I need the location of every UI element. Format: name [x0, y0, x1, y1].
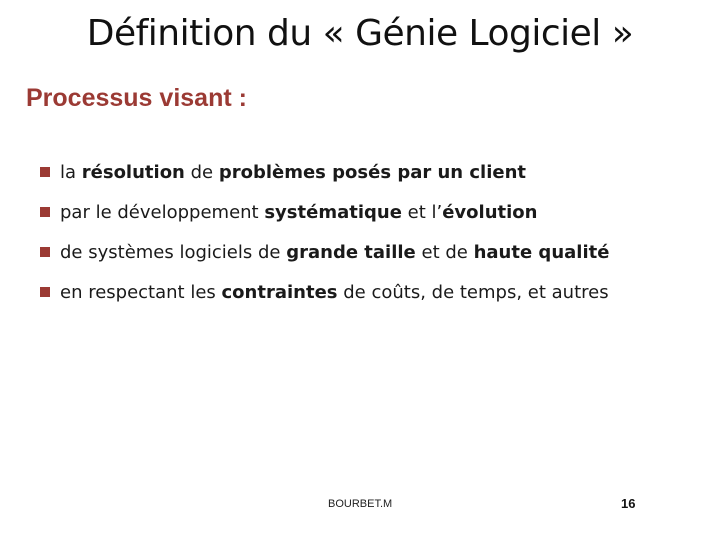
bullet-text-bold: systématique — [264, 201, 402, 223]
bullet-text-bold: évolution — [442, 201, 538, 223]
bullet-text: de — [184, 161, 219, 183]
bullet-text: et l’ — [401, 201, 443, 223]
bullet-text-bold: haute qualité — [473, 241, 610, 263]
bullet-text: et de — [415, 241, 474, 263]
section-heading: Processus visant : — [26, 84, 247, 112]
bullet-item — [40, 272, 710, 312]
bullet-text: de coûts, de temps, et autres — [337, 281, 609, 303]
bullet-text: par le développement — [60, 201, 265, 223]
bullet-text: la — [60, 161, 82, 183]
bullet-text-bold: grande taille — [286, 241, 416, 263]
square-bullet-icon — [40, 207, 50, 217]
square-bullet-icon — [40, 167, 50, 177]
bullet-text: de systèmes logiciels de — [60, 241, 287, 263]
page-number: 16 — [621, 496, 636, 511]
bullet-text: en respectant les — [60, 281, 222, 303]
slide-title: Définition du « Génie Logiciel » — [86, 13, 634, 54]
bullet-text-bold: contraintes — [221, 281, 338, 303]
bullet-list — [40, 152, 710, 312]
footer-author: BOURBET.M — [328, 498, 393, 510]
square-bullet-icon — [40, 287, 50, 297]
bullet-item — [40, 232, 710, 272]
bullet-item — [40, 152, 710, 192]
bullet-text-bold: problèmes posés par un client — [218, 161, 527, 183]
bullet-item — [40, 192, 710, 232]
square-bullet-icon — [40, 247, 50, 257]
bullet-text-bold: résolution — [81, 161, 185, 183]
